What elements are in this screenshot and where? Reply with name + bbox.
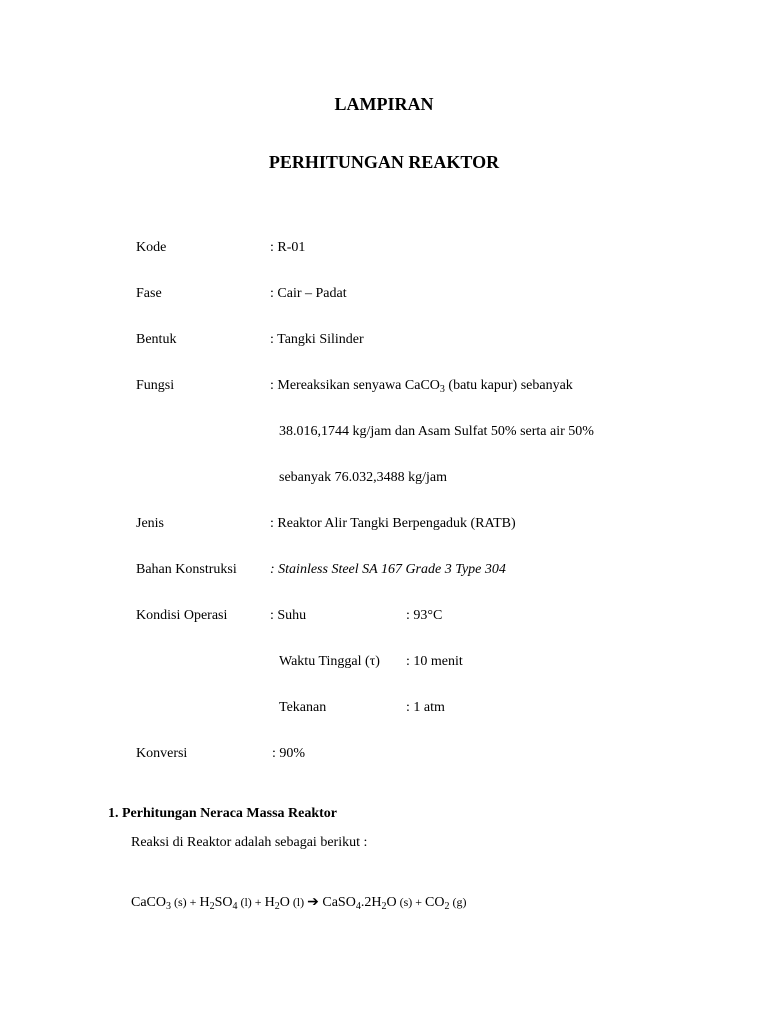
kondisi-tekanan-label: Tekanan [279, 700, 327, 715]
spec-value-konversi: : 90% [272, 746, 306, 761]
eq-h2so4-so: SO [214, 895, 233, 910]
eq-h2so4-sub2: 4 [232, 901, 238, 912]
eq-h2o-h: H [264, 895, 275, 910]
spec-label-bahan: Bahan Konstruksi [136, 562, 237, 577]
spec-value-fase: : Cair – Padat [270, 286, 347, 301]
spec-value-fungsi-line1 [270, 377, 573, 395]
reaction-arrow-icon: ➔ [307, 895, 319, 910]
eq-caco3-sub: 3 [166, 901, 171, 912]
fungsi-text-sub: 3 [439, 384, 445, 395]
eq-co2: CO [425, 895, 445, 910]
spec-label-fase: Fase [136, 286, 162, 301]
eq-caso4-sub2: 2 [381, 901, 387, 912]
eq-h2so4-phase: (l) + [237, 895, 265, 909]
kondisi-waktu-label: Waktu Tinggal (τ) [279, 654, 380, 669]
spec-label-jenis: Jenis [136, 516, 164, 531]
section-heading: 1. Perhitungan Neraca Massa Reaktor [108, 806, 338, 821]
eq-co2-sub: 2 [444, 901, 450, 912]
eq-caso4-o: O [386, 895, 397, 910]
eq-caso4-sub: 4 [355, 901, 361, 912]
kondisi-waktu-value: : 10 menit [406, 654, 463, 669]
eq-caso4: CaSO [318, 895, 356, 910]
spec-label-fungsi: Fungsi [136, 378, 175, 393]
reaction-equation [131, 893, 466, 912]
eq-h2so4-sub1: 2 [209, 901, 215, 912]
spec-label-konversi: Konversi [136, 746, 188, 761]
spec-label-kondisi: Kondisi Operasi [136, 608, 228, 623]
spec-value-kode: : R-01 [270, 240, 306, 255]
kondisi-suhu-value: : 93°C [406, 608, 443, 623]
eq-co2-phase: (g) [449, 895, 467, 909]
kondisi-tekanan-value: : 1 atm [406, 700, 445, 715]
fungsi-text-post: (batu kapur) sebanyak [444, 378, 573, 393]
eq-h2o-sub: 2 [274, 901, 280, 912]
eq-h2o-phase: (l) [289, 895, 308, 909]
document-subtitle: PERHITUNGAN REAKTOR [268, 152, 500, 172]
spec-value-fungsi-line2: 38.016,1744 kg/jam dan Asam Sulfat 50% serta air 50% [279, 424, 594, 439]
spec-value-jenis: : Reaktor Alir Tangki Berpengaduk (RATB) [270, 516, 516, 531]
fungsi-text-pre: : Mereaksikan senyawa CaCO [270, 378, 440, 393]
spec-label-kode: Kode [136, 240, 167, 255]
spec-value-bahan: : Stainless Steel SA 167 Grade 3 Type 304 [270, 562, 506, 577]
document-title: LAMPIRAN [334, 94, 434, 114]
eq-caco3: CaCO [131, 895, 166, 910]
eq-caso4-hydrate: .2H [360, 895, 382, 910]
eq-caso4-phase: (s) + [396, 895, 426, 909]
spec-label-bentuk: Bentuk [136, 332, 177, 347]
kondisi-suhu-label: : Suhu [270, 608, 307, 623]
spec-value-fungsi-line3: sebanyak 76.032,3488 kg/jam [279, 470, 447, 485]
eq-h2so4-h: H [199, 895, 210, 910]
eq-h2o-o: O [279, 895, 290, 910]
spec-value-bentuk: : Tangki Silinder [270, 332, 364, 347]
section-intro: Reaksi di Reaktor adalah sebagai berikut : [131, 835, 368, 850]
eq-caco3-phase: (s) + [171, 895, 200, 909]
